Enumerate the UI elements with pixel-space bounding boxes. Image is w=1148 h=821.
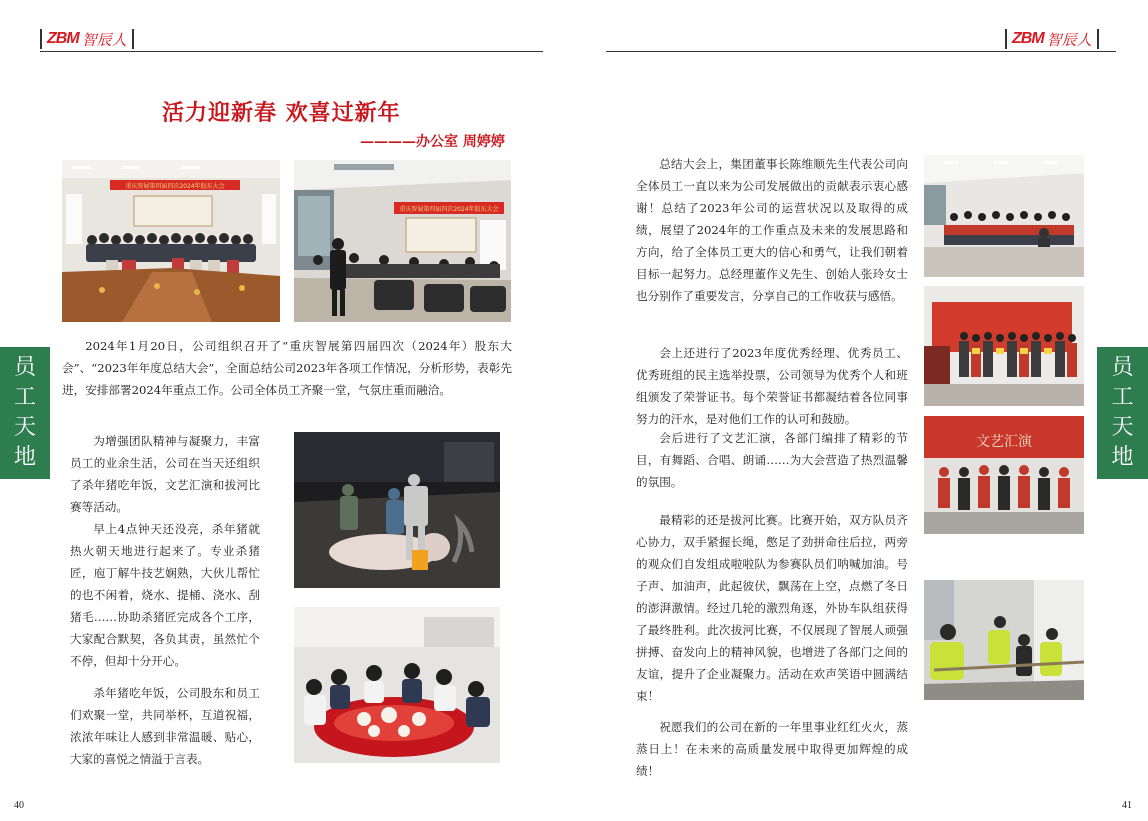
side-tab-right: 员 工 天 地 xyxy=(1097,347,1148,479)
left-paragraph-1: 为增强团队精神与凝聚力，丰富员工的业余生活，公司在当天还组织了杀年猪吃年饭，文艺汇演和拔河比赛等活动。 xyxy=(70,434,260,514)
side-tab-left: 员 工 天 地 xyxy=(0,347,50,479)
photo-voting xyxy=(924,155,1084,277)
photo-meeting-speaker xyxy=(294,160,511,322)
logo-brand: ZBM xyxy=(47,30,79,47)
logo-name: 智辰人 xyxy=(81,30,127,49)
banner-text-2: 重庆智展第四届四次2024年股东大会 xyxy=(399,206,499,213)
photo-new-year-banquet xyxy=(294,607,500,763)
right-paragraph-2: 会上还进行了2023年度优秀经理、优秀员工、优秀班组的民主选举投票，公司领导为优秀个人和班组颁发了荣誉证书。每个荣誉证书都凝结着各位同事努力的汗水，是对他们工作的认可和鼓励。 xyxy=(636,346,908,426)
left-paragraph-2: 早上4点钟天还没亮，杀年猪就热火朝天地进行起来了。专业杀猪匠，庖丁解牛技艺娴熟，大伙儿帮忙的也不闲着，烧水、提桶、浇水、刮猪毛……协助杀猪匠完成各个工序，大家配合默契，各负其责，虽然忙个不停，但却十分开心。 xyxy=(70,522,260,668)
logo-name-right: 智辰人 xyxy=(1046,30,1092,49)
photo-tug-of-war xyxy=(924,580,1084,700)
article-author: ————办公室 周婷婷 xyxy=(360,134,505,150)
photo-award-ceremony xyxy=(924,286,1084,406)
intro-paragraph: 2024年1月20日，公司组织召开了“重庆智展第四届四次（2024年）股东大会”、“2023年年度总结大会”，全面总结公司2023年各项工作情况，分析形势，表彰先进，安排部署2024年重点工作。公司全体员工齐聚一堂，气氛庄重而融洽。 xyxy=(62,339,512,397)
header-logo-left xyxy=(40,28,134,50)
photo-group-meeting xyxy=(62,160,280,322)
article-title: 活力迎新春 欢喜过新年 xyxy=(162,100,401,126)
header-rule-right xyxy=(606,51,1116,52)
header-rule-left xyxy=(40,51,543,52)
page-number-right: 41 xyxy=(1122,800,1132,811)
header-logo-right xyxy=(1005,28,1099,50)
banner-text-1: 重庆智展第四届四次2024年股东大会 xyxy=(125,183,225,190)
right-paragraph-4: 最精彩的还是拔河比赛。比赛开始，双方队员齐心协力，双手紧握长绳，憋足了劲拼命往后拉，两旁的观众们自发组成啦啦队为参赛队员们呐喊加油。号子声、加油声，此起彼伏，飘荡在上空，点燃了冬日的澎湃激情。经过几轮的激烈角逐，外协车队组获得了最终胜利。此次拔河比赛，不仅展现了智展人顽强拼搏、奋发向上的精神风貌，也增进了各部门之间的友谊，提升了企业凝聚力。活动在欢声笑语中圆满结束！ xyxy=(636,513,908,703)
logo-brand-right: ZBM xyxy=(1012,30,1044,47)
right-paragraph-1: 总结大会上，集团董事长陈维顺先生代表公司向全体员工一直以来为公司发展做出的贡献表示衷心感谢！总结了2023年公司的运营状况以及取得的成绩，展望了2024年的工作重点及未来的发展思路和方向，给了全体员工更大的信心和勇气，让我们朝着目标一起努力。总经理董作义先生、创始人张玲女士也分别作了重要发言，分享自己的工作收获与感悟。 xyxy=(636,157,908,303)
right-paragraph-3: 会后进行了文艺汇演，各部门编排了精彩的节目，有舞蹈、合唱、朗诵……为大会营造了热烈温馨的氛围。 xyxy=(636,431,908,489)
photo-pig-slaughter xyxy=(294,432,500,588)
left-paragraph-3: 杀年猪吃年饭，公司股东和员工们欢聚一堂，共同举杯，互道祝福，浓浓年味让人感到非常温暖、贴心，大家的喜悦之情溢于言表。 xyxy=(70,686,260,766)
page-number-left: 40 xyxy=(14,800,24,811)
photo-performance xyxy=(924,416,1084,534)
right-paragraph-5: 祝愿我们的公司在新的一年里事业红红火火，蒸蒸日上！在未来的高质量发展中取得更加辉煌的成绩！ xyxy=(636,720,908,778)
stage-text: 文艺汇演 xyxy=(976,434,1032,450)
